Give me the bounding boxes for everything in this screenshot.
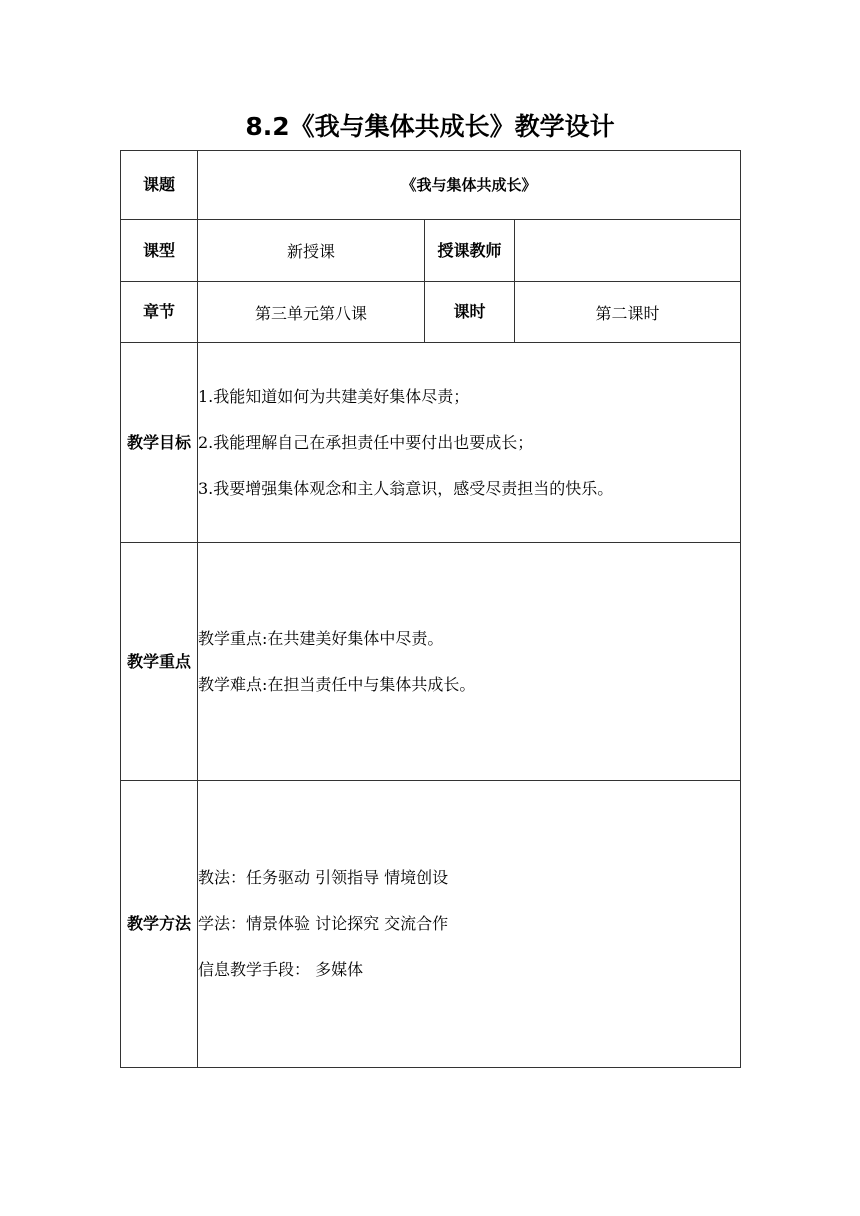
document-title: 8.2《我与集体共成长》教学设计	[245, 112, 615, 141]
chapter-label: 章节	[121, 282, 198, 343]
methods-label: 教学方法	[121, 781, 198, 1068]
row-key-points	[121, 543, 741, 781]
method-item: 教法：任务驱动 引领指导 情境创设	[198, 868, 449, 887]
lesson-plan-table	[120, 150, 741, 1068]
goal-item: 1.我能知道如何为共建美好集体尽责；	[198, 386, 470, 406]
key-point-item: 教学重点:在共建美好集体中尽责。	[198, 628, 444, 648]
methods-content	[198, 781, 741, 1068]
topic-label: 课题	[121, 151, 198, 220]
chapter-value: 第三单元第八课	[198, 282, 425, 343]
type-value: 新授课	[198, 220, 425, 282]
method-item: 信息教学手段： 多媒体	[198, 960, 364, 979]
method-item: 学法：情景体验 讨论探究 交流合作	[198, 914, 449, 933]
period-value: 第二课时	[515, 282, 741, 343]
goal-item: 2.我能理解自己在承担责任中要付出也要成长；	[198, 432, 534, 452]
key-points-label: 教学重点	[121, 543, 198, 781]
teacher-label: 授课教师	[425, 220, 515, 282]
goals-content	[198, 343, 741, 543]
row-goals	[121, 343, 741, 543]
type-label: 课型	[121, 220, 198, 282]
teacher-value	[515, 220, 741, 282]
row-methods	[121, 781, 741, 1068]
goals-label: 教学目标	[121, 343, 198, 543]
row-topic	[121, 151, 741, 220]
goal-item: 3.我要增强集体观念和主人翁意识，感受尽责担当的快乐。	[198, 478, 614, 498]
row-type	[121, 220, 741, 282]
topic-value: 《我与集体共成长》	[198, 151, 741, 220]
key-points-content	[198, 543, 741, 781]
row-chapter	[121, 282, 741, 343]
key-point-item: 教学难点:在担当责任中与集体共成长。	[198, 674, 476, 694]
period-label: 课时	[425, 282, 515, 343]
